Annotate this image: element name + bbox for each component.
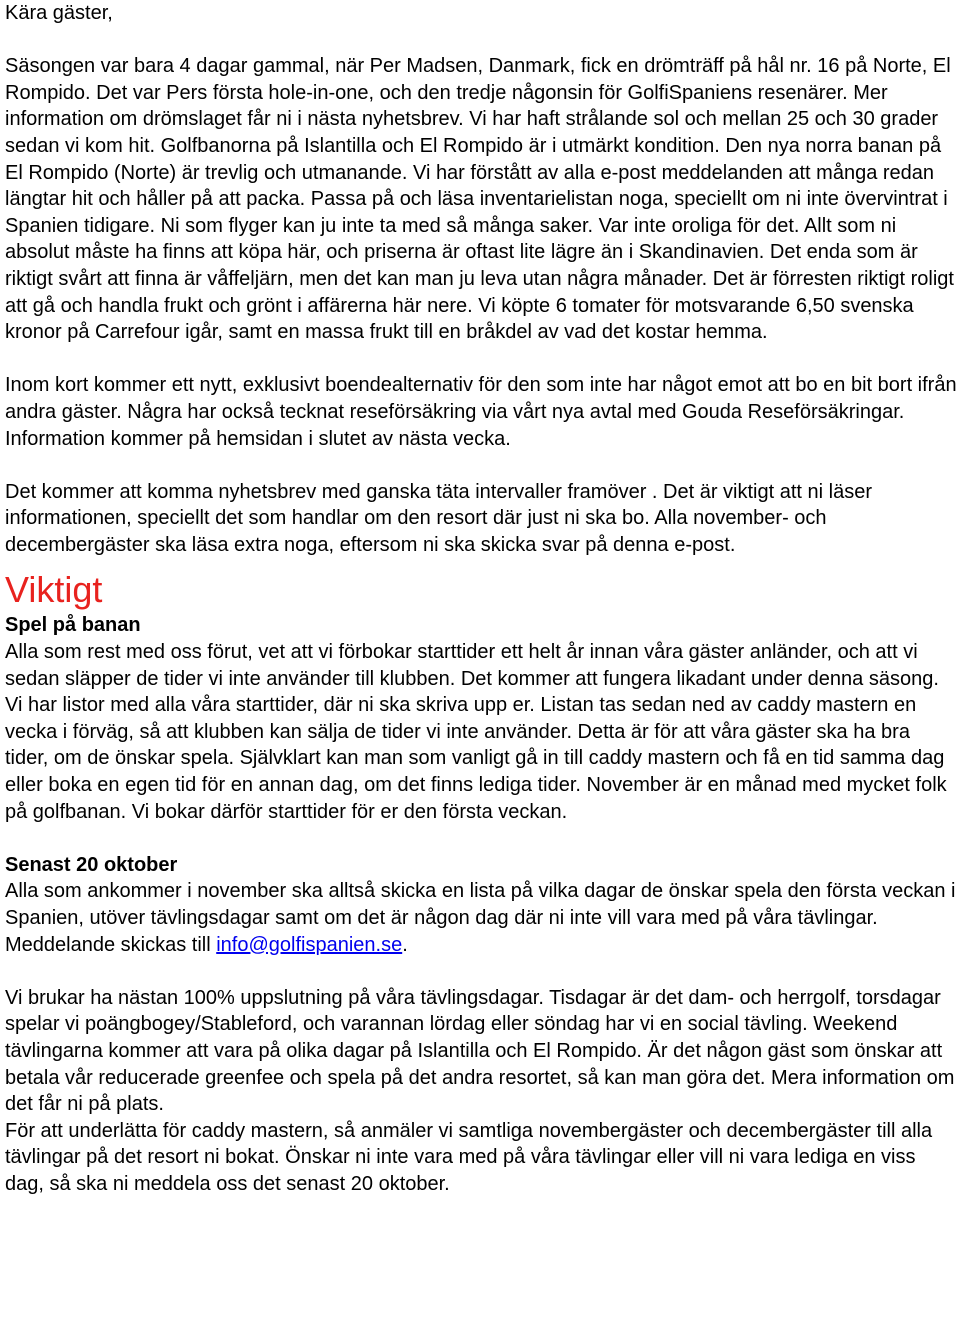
- email-link[interactable]: info@golfispanien.se: [216, 933, 403, 956]
- paragraph-competitions: Vi brukar ha nästan 100% uppslutning på våra tävlingsdagar. Tisdagar är det dam- och herrgolf, torsdagar spelar vi poängbogey/Stableford, och varannan lördag eller söndag har vi en social tävling. Weekend tävlingarna kommer att vara på olika dagar på Islantilla och El Rompido. Är det någon gäst som önskar att betala vår reducerade greenfee och spela på det andra resortet, så kan man göra det. Mera information om det får ni på plats.: [5, 986, 955, 1116]
- deadline-text-end: .: [402, 933, 408, 956]
- paragraph-season-news: Säsongen var bara 4 dagar gammal, när Per Madsen, Danmark, fick en drömträff på hål nr. 16 på Norte, El Rompido. Det var Pers första hole-in-one, och den tredje någonsin för GolfiSpaniens resenärer. Mer information om drömslaget får ni i nästa nyhetsbrev. Vi har haft strålande sol och mellan 25 och 30 grader sedan vi kom hit. Golfbanorna på Islantilla och El Rompido är i utmärkt kondition. Den nya norra banan på El Rompido (Norte) är trevlig och utmanande. Vi har förstått av alla e-post meddelanden att många redan längtar hit och håller på att packa. Passa på och läsa inventarielistan noga, speciellt om ni inte övervintrat i Spanien tidigare. Ni som flyger kan ju inte ta med så många saker. Var inte oroliga för det. Allt som ni absolut måste ha finns att köpa här, och priserna är oftast lite lägre än i Skandinavien. Det enda som är riktigt svårt att finna är våffeljärn, men det kan man ju leva utan några månader. Det är förresten riktigt roligt att gå och handla frukt och grönt i affärerna här nere. Vi köpte 6 tomater för motsvarande 6,50 svenska kronor på Carrefour igår, samt en massa frukt till en bråkdel av vad det kostar hemma.: [5, 55, 954, 344]
- paragraph-newsletters: Det kommer att komma nyhetsbrev med ganska täta intervaller framöver . Det är viktigt att ni läser informationen, speciellt det som handlar om den resort där just ni ska bo. Alla november- och decembergäster ska läsa extra noga, eftersom ni ska skicka svar på denna e-post.: [5, 480, 872, 556]
- section-body-play: Alla som rest med oss förut, vet att vi förbokar starttider ett helt år innan våra gäster anländer, och att vi sedan släpper de tider vi inte använder till klubben. Det kommer att fungera likadant under denna säsong. Vi har listor med alla våra starttider, där ni ska skriva upp er. Listan tas sedan ned av caddy mastern en vecka i förväg, så att klubben kan sälja de tider vi inte använder. Detta är för att våra gäster ska ha bra tider, om de önskar spela. Självklart kan man som vanligt gå in till caddy mastern och få en tid samma dag eller boka en egen tid för en annan dag, om det finns lediga tider. November är en månad med mycket folk på golfbanan. Vi bokar därför starttider för er den första veckan.: [5, 641, 947, 823]
- newsletter-page: [5, 0, 957, 1198]
- important-heading: Viktigt: [5, 569, 103, 611]
- greeting: Kära gäster,: [5, 2, 113, 24]
- section-body-deadline: [5, 878, 957, 958]
- section-title-play: Spel på banan: [5, 614, 141, 637]
- section-title-deadline: Senast 20 oktober: [5, 853, 178, 876]
- paragraph-accommodation: Inom kort kommer ett nytt, exklusivt boendealternativ för den som inte har något emot att bo en bit bort ifrån andra gäster. Några har också tecknat reseförsäkring via vårt nya avtal med Gouda Reseförsäkringar. Information kommer på hemsidan i slutet av nästa vecka.: [5, 374, 957, 450]
- paragraph-registration: För att underlätta för caddy mastern, så anmäler vi samtliga novembergäster och decembergäster till alla tävlingar på det resort ni bokat. Önskar ni inte vara med på våra tävlingar eller vill ni vara lediga en viss dag, så ska ni meddela oss det senast 20 oktober.: [5, 1119, 933, 1195]
- deadline-text: Alla som ankommer i november ska alltså skicka en lista på vilka dagar de önskar spela den första veckan i Spanien, utöver tävlingsdagar samt om det är någon dag där ni inte vill vara med på våra tävlingar. Meddelande skickas till: [5, 880, 956, 956]
